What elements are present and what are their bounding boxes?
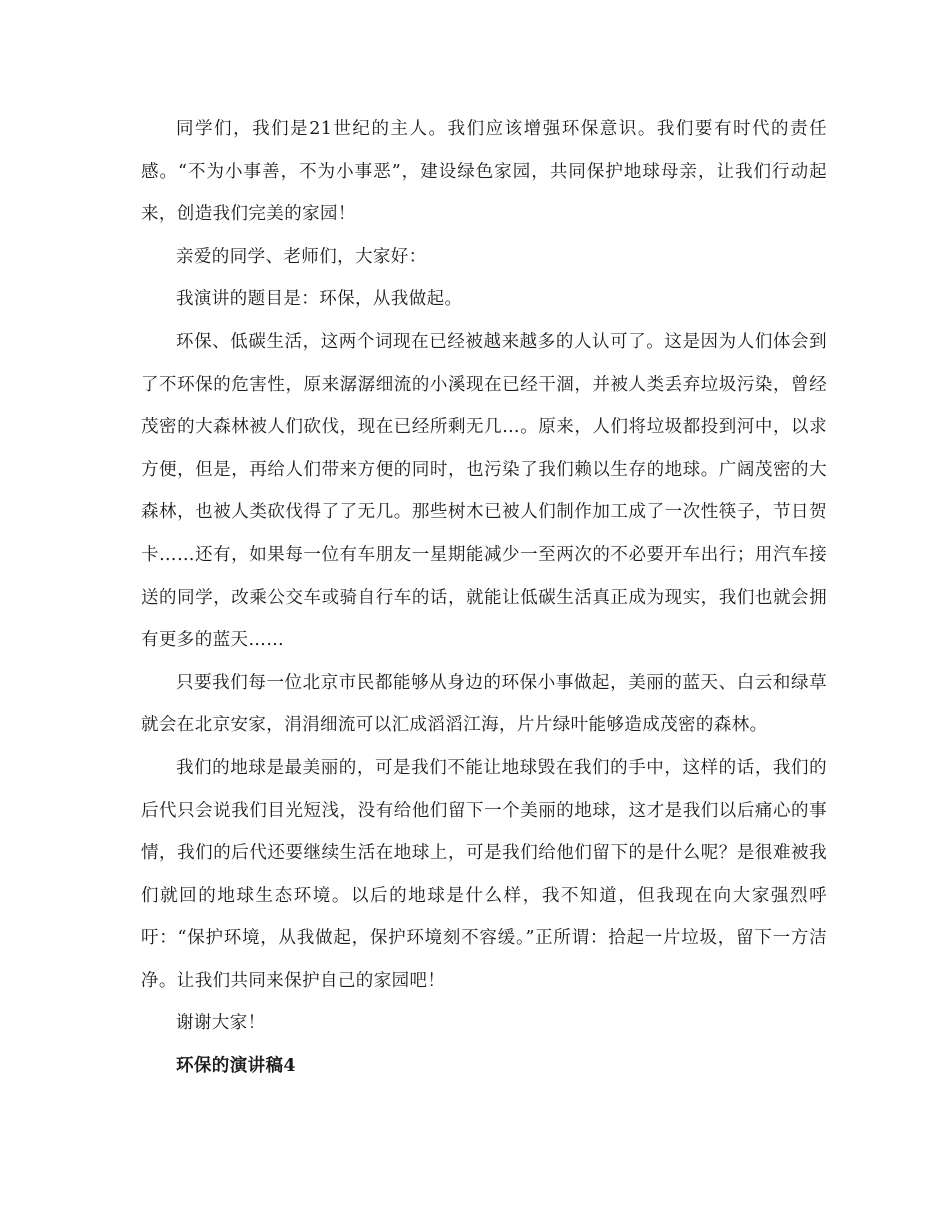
document-body — [141, 108, 827, 1088]
paragraph-topic: 我演讲的题目是：环保，从我做起。 — [176, 289, 463, 310]
paragraph-low-carbon: 环保、低碳生活，这两个词现在已经被越来越多的人认可了。这是因为人们体会到了不环保的危害性，原来潺潺细流的小溪现在已经干涸，并被人类丢弃垃圾污染，曾经茂密的大森林被人们砍伐，现在已经所剩无几…。原来，人们将垃圾都投到河中，以求方便，但是，再给人们带来方便的同时，也污染了我们赖以生存的地球。广阔茂密的大森林，也被人类砍伐得了了无几。那些树木已被人们制作加工成了一次性筷子，节日贺卡……还有，如果每一位有车朋友一星期能减少一至两次的不必要开车出行；用汽车接送的同学，改乘公交车或骑自行车的话，就能让低碳生活真正成为现实，我们也就会拥有更多的蓝天…… — [141, 331, 827, 651]
section-heading: 环保的演讲稿4 — [176, 1056, 296, 1077]
paragraph-earth: 我们的地球是最美丽的，可是我们不能让地球毁在我们的手中，这样的话，我们的后代只会说我们目光短浅，没有给他们留下一个美丽的地球，这才是我们以后痛心的事情，我们的后代还要继续生活在地球上，可是我们给他们留下的是什么呢？是很难被我们就回的地球生态环境。以后的地球是什么样，我不知道，但我现在向大家强烈呼吁：“保护环境，从我做起，保护环境刻不容缓。”正所谓：拾起一片垃圾，留下一方洁净。让我们共同来保护自己的家园吧！ — [141, 757, 827, 991]
paragraph-thanks: 谢谢大家！ — [176, 1013, 266, 1034]
paragraph-greeting: 亲爱的同学、老师们，大家好： — [176, 246, 427, 267]
paragraph-1: 同学们，我们是21世纪的主人。我们应该增强环保意识。我们要有时代的责任感。“不为小事善，不为小事恶”，建设绿色家园，共同保护地球母亲，让我们行动起来，创造我们完美的家园！ — [141, 119, 827, 225]
paragraph-beijing: 只要我们每一位北京市民都能够从身边的环保小事做起，美丽的蓝天、白云和绿草就会在北京安家，涓涓细流可以汇成滔滔江海，片片绿叶能够造成茂密的森林。 — [141, 672, 827, 736]
